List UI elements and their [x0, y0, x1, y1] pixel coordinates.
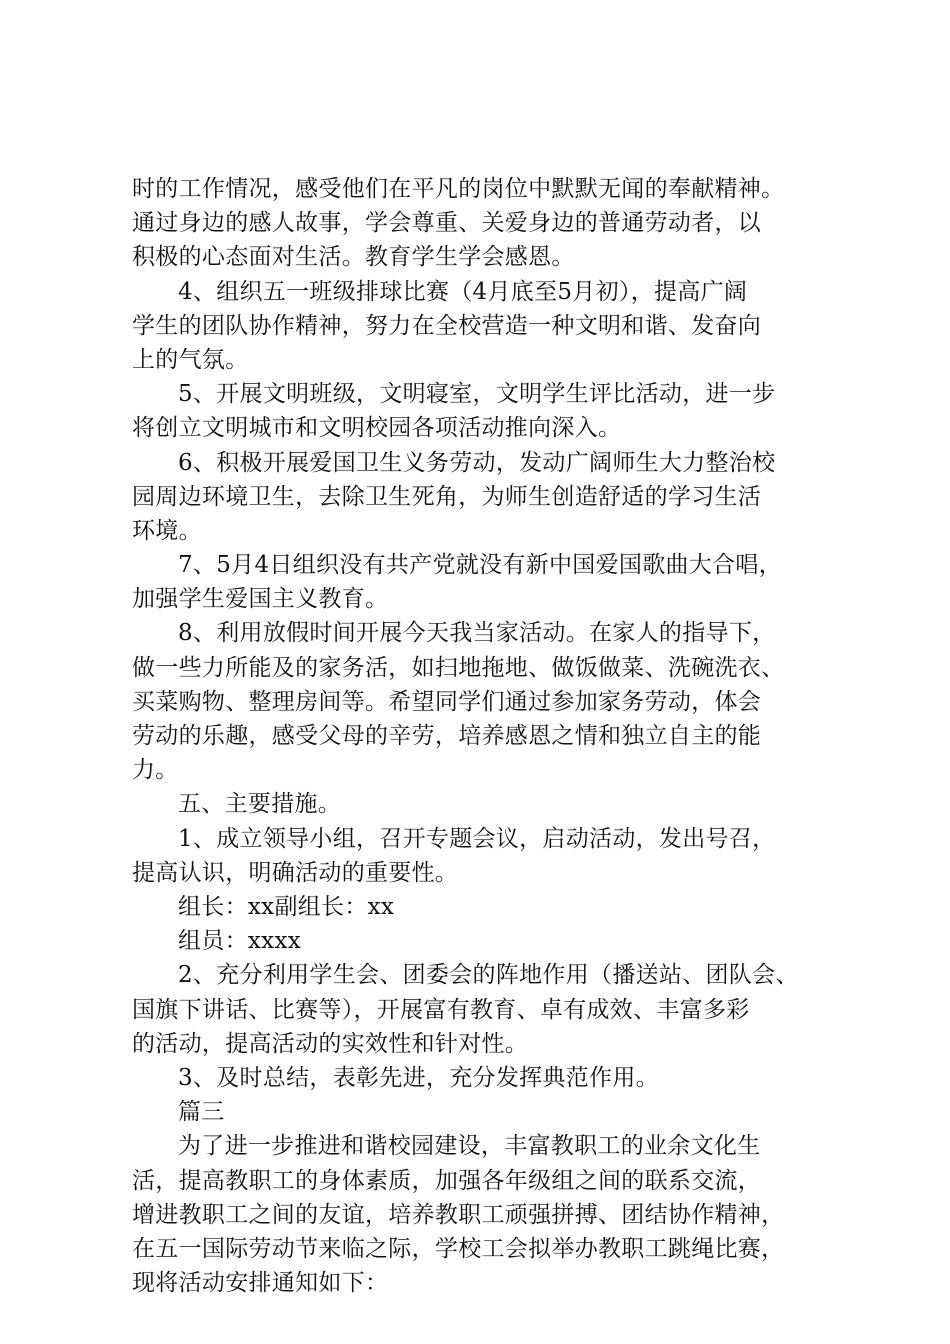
text-line: 组长：xx副组长：xx	[178, 894, 395, 920]
text-line: 的活动，提高活动的实效性和针对性。	[132, 1031, 529, 1057]
text-line: 1、成立领导小组，召开专题会议，启动活动，发出号召，	[178, 826, 776, 852]
section-heading: 五、主要措施。	[178, 791, 342, 817]
text-line: 6、积极开展爱国卫生义务劳动，发动广阔师生大力整治校	[178, 450, 776, 476]
text-line: 环境。	[132, 518, 202, 544]
text-line: 活，提高教职工的身体素质，加强各年级组之间的联系交流，	[132, 1168, 762, 1194]
text-line: 7、5月4日组织没有共产党就没有新中国爱国歌曲大合唱，	[178, 552, 782, 578]
text-line: 5、开展文明班级，文明寝室，文明学生评比活动，进一步	[178, 381, 776, 407]
text-line: 上的气氛。	[132, 347, 249, 373]
text-line: 时的工作情况，感受他们在平凡的岗位中默默无闻的奉献精神。	[132, 176, 785, 202]
text-line: 提高认识，明确活动的重要性。	[132, 860, 459, 886]
text-line: 8、利用放假时间开展今天我当家活动。在家人的指导下，	[178, 620, 776, 646]
text-line: 在五一国际劳动节来临之际，学校工会拟举办教职工跳绳比赛，	[132, 1236, 785, 1262]
text-line: 国旗下讲话、比赛等），开展富有教育、卓有成效、丰富多彩	[132, 997, 750, 1023]
text-line: 4、组织五一班级排球比赛（4月底至5月初），提高广阔	[178, 279, 748, 305]
text-line: 组员：xxxx	[178, 928, 301, 954]
text-line: 2、充分利用学生会、团委会的阵地作用（播送站、团队会、	[178, 962, 799, 988]
text-line: 积极的心态面对生活。教育学生学会感恩。	[132, 244, 575, 270]
text-line: 为了进一步推进和谐校园建设，丰富教职工的业余文化生	[178, 1133, 761, 1159]
text-line: 学生的团队协作精神，努力在全校营造一种文明和谐、发奋向	[132, 313, 762, 339]
text-line: 做一些力所能及的家务活，如扫地拖地、做饭做菜、洗碗洗衣、	[132, 655, 785, 681]
text-line: 3、及时总结，表彰先进，充分发挥典范作用。	[178, 1065, 659, 1091]
text-line: 买菜购物、整理房间等。希望同学们通过参加家务劳动，体会	[132, 689, 762, 715]
text-line: 劳动的乐趣，感受父母的辛劳，培养感恩之情和独立自主的能	[132, 723, 762, 749]
text-line: 通过身边的感人故事，学会尊重、关爱身边的普通劳动者，以	[132, 210, 762, 236]
section-heading: 篇三	[178, 1099, 225, 1125]
text-line: 加强学生爱国主义教育。	[132, 586, 389, 612]
text-line: 园周边环境卫生，去除卫生死角，为师生创造舒适的学习生活	[132, 484, 762, 510]
text-line: 增进教职工之间的友谊，培养教职工顽强拼搏、团结协作精神，	[132, 1202, 785, 1228]
text-line: 将创立文明城市和文明校园各项活动推向深入。	[132, 415, 622, 441]
text-line: 现将活动安排通知如下：	[132, 1270, 389, 1296]
text-line: 力。	[132, 757, 179, 783]
